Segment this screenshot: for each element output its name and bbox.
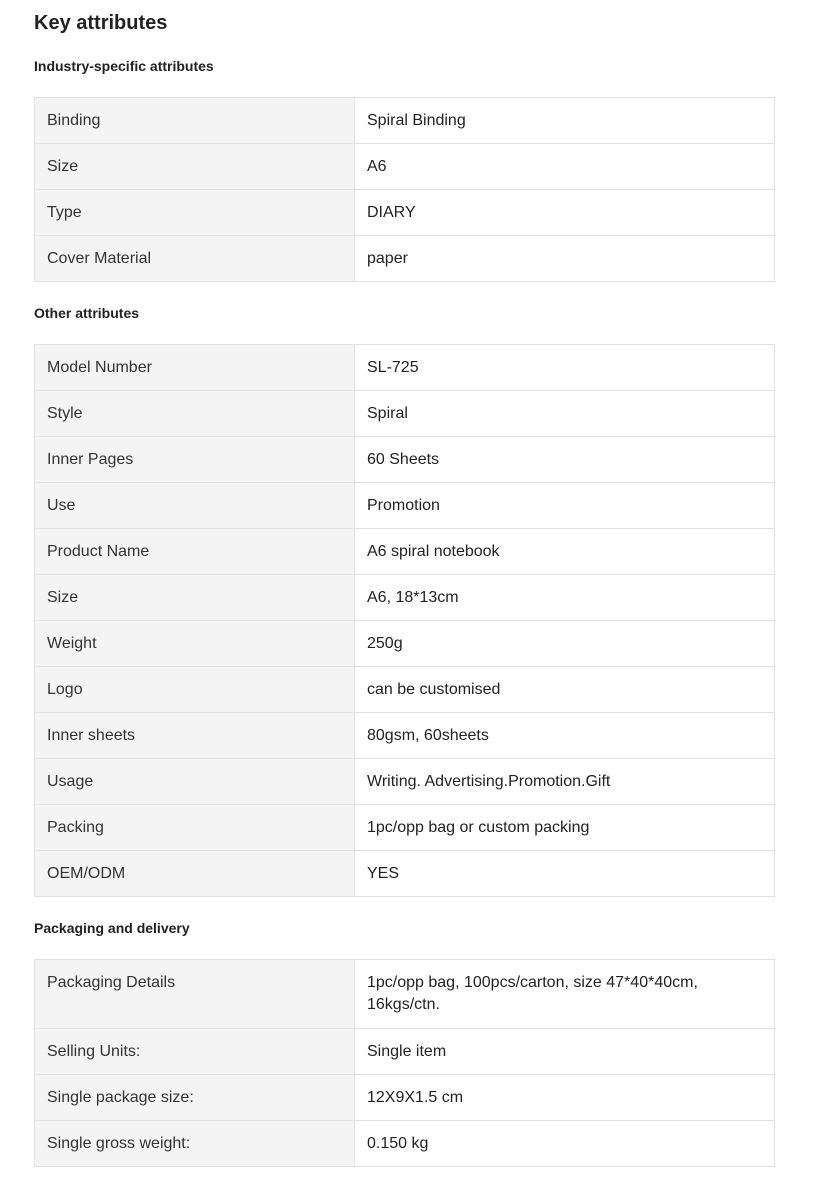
table-row: [35, 98, 775, 144]
attribute-key: Style: [35, 391, 355, 437]
attribute-value: SL-725: [355, 345, 775, 391]
attribute-value: A6 spiral notebook: [355, 529, 775, 575]
table-row: [35, 575, 775, 621]
table-row: [35, 621, 775, 667]
attribute-key: Packing: [35, 805, 355, 851]
attribute-value: 12X9X1.5 cm: [355, 1075, 775, 1121]
table-row: [35, 805, 775, 851]
attribute-value: A6: [355, 144, 775, 190]
attribute-value: YES: [355, 851, 775, 897]
attribute-value: 60 Sheets: [355, 437, 775, 483]
attribute-value: Single item: [355, 1029, 775, 1075]
table-row: [35, 144, 775, 190]
attribute-key: Selling Units:: [35, 1029, 355, 1075]
table-row: [35, 759, 775, 805]
attribute-key: Usage: [35, 759, 355, 805]
attribute-key: Inner Pages: [35, 437, 355, 483]
table-row: [35, 437, 775, 483]
attribute-key: Single gross weight:: [35, 1121, 355, 1167]
attributes-table: [34, 344, 775, 897]
attribute-key: Binding: [35, 98, 355, 144]
attribute-value: Spiral Binding: [355, 98, 775, 144]
section-other-attributes: [34, 304, 775, 897]
table-row: [35, 483, 775, 529]
section-packaging-delivery: [34, 919, 775, 1167]
table-row: [35, 960, 775, 1029]
attribute-key: Inner sheets: [35, 713, 355, 759]
attribute-key: Single package size:: [35, 1075, 355, 1121]
attribute-key: OEM/ODM: [35, 851, 355, 897]
section-industry-specific: [34, 57, 775, 282]
attribute-value: paper: [355, 236, 775, 282]
table-row: [35, 1075, 775, 1121]
attribute-key: Use: [35, 483, 355, 529]
attribute-value: 250g: [355, 621, 775, 667]
attribute-value: 1pc/opp bag, 100pcs/carton, size 47*40*40cm, 16kgs/ctn.: [355, 960, 775, 1029]
table-row: [35, 1121, 775, 1167]
table-row: [35, 391, 775, 437]
attribute-value: Spiral: [355, 391, 775, 437]
section-title: Packaging and delivery: [34, 920, 190, 936]
attribute-value: Promotion: [355, 483, 775, 529]
attributes-table: [34, 959, 775, 1167]
section-title: Industry-specific attributes: [34, 58, 214, 74]
attribute-key: Model Number: [35, 345, 355, 391]
table-row: [35, 851, 775, 897]
attribute-value: A6, 18*13cm: [355, 575, 775, 621]
table-row: [35, 667, 775, 713]
attribute-key: Type: [35, 190, 355, 236]
table-row: [35, 345, 775, 391]
table-row: [35, 190, 775, 236]
attribute-key: Product Name: [35, 529, 355, 575]
table-row: [35, 713, 775, 759]
attribute-key: Size: [35, 144, 355, 190]
attribute-key: Logo: [35, 667, 355, 713]
attribute-key: Size: [35, 575, 355, 621]
attribute-value: 1pc/opp bag or custom packing: [355, 805, 775, 851]
attribute-value: 80gsm, 60sheets: [355, 713, 775, 759]
table-row: [35, 1029, 775, 1075]
table-row: [35, 529, 775, 575]
attributes-table: [34, 97, 775, 282]
attribute-value: DIARY: [355, 190, 775, 236]
attribute-value: can be customised: [355, 667, 775, 713]
table-row: [35, 236, 775, 282]
attribute-value: 0.150 kg: [355, 1121, 775, 1167]
attribute-value: Writing. Advertising.Promotion.Gift: [355, 759, 775, 805]
section-title: Other attributes: [34, 305, 140, 321]
attribute-key: Packaging Details: [35, 960, 355, 1029]
attribute-key: Cover Material: [35, 236, 355, 282]
page-title: Key attributes: [34, 12, 168, 34]
attribute-key: Weight: [35, 621, 355, 667]
